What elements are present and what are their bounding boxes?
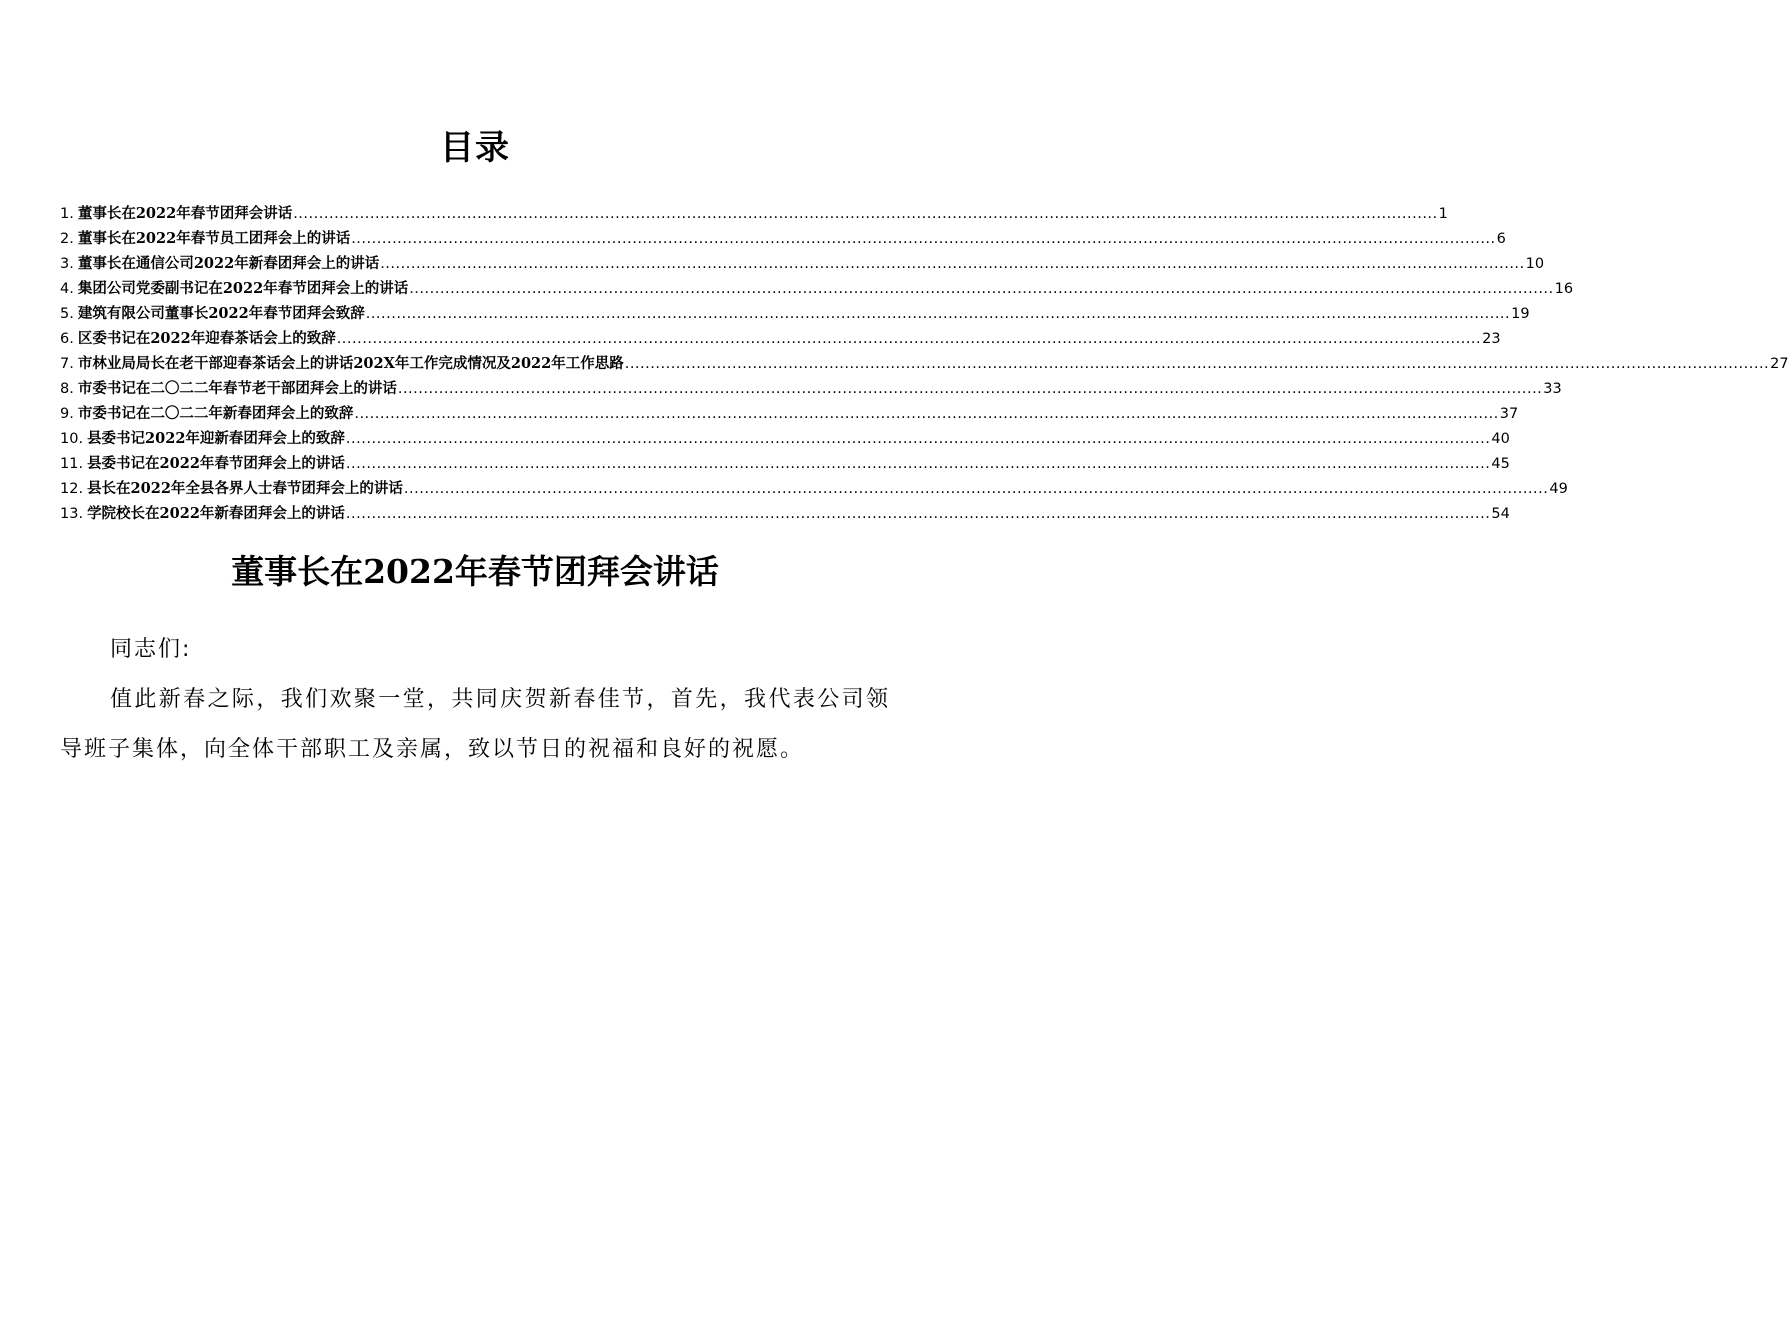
toc-title: 目录 [440, 128, 510, 168]
article-title: 董事长在2022年春节团拜会讲话 [231, 552, 719, 591]
article-paragraph: 值此新春之际，我们欢聚一堂，共同庆贺新春佳节，首先，我代表公司领导班子集体，向全体干部职工及亲属，致以节日的祝福和良好的祝愿。 [60, 687, 890, 762]
toc-entry-page: 6 [1496, 231, 1506, 247]
toc-entry-separator: . [69, 381, 74, 397]
toc-entry-page: 54 [1491, 506, 1510, 522]
toc-entry-number: 5 [60, 306, 70, 322]
toc-entry-title: 董事长在通信公司2022年新春团拜会上的讲话 [77, 255, 380, 272]
toc-entry-number: 7 [60, 356, 70, 372]
toc-entry[interactable] [60, 301, 1530, 326]
toc-entry[interactable] [60, 276, 1574, 301]
toc-entry[interactable] [60, 476, 1568, 501]
toc-dot-leader [350, 227, 1496, 252]
toc-dot-leader [292, 202, 1438, 227]
toc-dot-leader [353, 402, 1499, 427]
toc-entry-page: 40 [1491, 431, 1510, 447]
toc-entry-page: 23 [1482, 331, 1501, 347]
toc-entry-number: 1 [60, 206, 70, 222]
toc-dot-leader [345, 427, 1491, 452]
toc-entry-title: 集团公司党委副书记在2022年春节团拜会上的讲话 [77, 280, 409, 297]
toc-entry-number: 8 [60, 381, 70, 397]
toc-entry-separator: . [69, 406, 74, 422]
toc-entry-number: 3 [60, 256, 70, 272]
toc-dot-leader [345, 452, 1491, 477]
toc-entry[interactable] [60, 501, 1510, 526]
toc-entry-title: 建筑有限公司董事长2022年春节团拜会致辞 [77, 305, 365, 322]
article-greeting: 同志们: [110, 637, 192, 662]
toc-entry-page: 37 [1499, 406, 1519, 422]
toc-entry-page: 49 [1549, 481, 1568, 497]
toc-entry-page: 19 [1511, 306, 1530, 322]
toc-entry-title: 市委书记在二〇二二年新春团拜会上的致辞 [77, 405, 354, 422]
toc-entry-title: 市委书记在二〇二二年春节老干部团拜会上的讲话 [77, 380, 397, 397]
toc-entry-separator: . [69, 256, 74, 272]
toc-entry[interactable] [60, 351, 1789, 376]
toc-entry[interactable] [60, 226, 1506, 251]
toc-entry-separator: . [69, 331, 74, 347]
toc-entry-number: 10 [60, 431, 79, 447]
toc-entry-separator: . [78, 506, 84, 522]
toc-entry-separator: . [69, 306, 74, 322]
table-of-contents [60, 201, 1789, 526]
toc-entry-number: 2 [60, 231, 70, 247]
toc-entry-separator: . [69, 281, 74, 297]
toc-dot-leader [408, 277, 1554, 302]
toc-dot-leader [403, 477, 1549, 502]
toc-entry[interactable] [60, 376, 1562, 401]
toc-entry-separator: . [78, 456, 84, 472]
toc-entry-title: 市林业局局长在老干部迎春茶话会上的讲话202X年工作完成情况及2022年工作思路 [77, 355, 624, 372]
toc-entry-number: 6 [60, 331, 70, 347]
toc-entry-separator: . [69, 231, 74, 247]
toc-entry[interactable] [60, 201, 1448, 226]
toc-entry-title: 学院校长在2022年新春团拜会上的讲话 [87, 505, 345, 522]
toc-entry-number: 11 [60, 456, 79, 472]
toc-entry-title: 县长在2022年全县各界人士春节团拜会上的讲话 [87, 480, 403, 497]
toc-entry-page: 16 [1554, 281, 1574, 297]
toc-entry-title: 董事长在2022年春节团拜会讲话 [77, 205, 293, 222]
toc-entry-page: 45 [1491, 456, 1510, 472]
toc-entry[interactable] [60, 326, 1501, 351]
toc-dot-leader [345, 502, 1491, 527]
toc-entry-number: 12 [60, 481, 79, 497]
toc-entry[interactable] [60, 426, 1510, 451]
toc-entry-title: 董事长在2022年春节员工团拜会上的讲话 [77, 230, 351, 247]
toc-dot-leader [624, 352, 1770, 377]
toc-entry-title: 区委书记在2022年迎春茶话会上的致辞 [77, 330, 336, 347]
toc-dot-leader [336, 327, 1482, 352]
toc-entry[interactable] [60, 401, 1519, 426]
toc-entry-separator: . [78, 431, 84, 447]
toc-entry-title: 县委书记在2022年春节团拜会上的讲话 [87, 455, 345, 472]
toc-entry-page: 1 [1438, 206, 1448, 222]
toc-entry-page: 10 [1525, 256, 1545, 272]
toc-dot-leader [397, 377, 1543, 402]
toc-entry-separator: . [69, 206, 74, 222]
toc-dot-leader [379, 252, 1525, 277]
toc-entry-number: 9 [60, 406, 70, 422]
toc-entry-page: 33 [1543, 381, 1562, 397]
toc-dot-leader [365, 302, 1511, 327]
toc-entry-number: 13 [60, 506, 79, 522]
toc-entry-separator: . [78, 481, 84, 497]
toc-entry-separator: . [69, 356, 74, 372]
toc-entry[interactable] [60, 451, 1510, 476]
toc-entry-number: 4 [60, 281, 70, 297]
toc-entry[interactable] [60, 251, 1545, 276]
toc-entry-page: 27 [1770, 356, 1789, 372]
toc-entry-title: 县委书记2022年迎新春团拜会上的致辞 [87, 430, 345, 447]
